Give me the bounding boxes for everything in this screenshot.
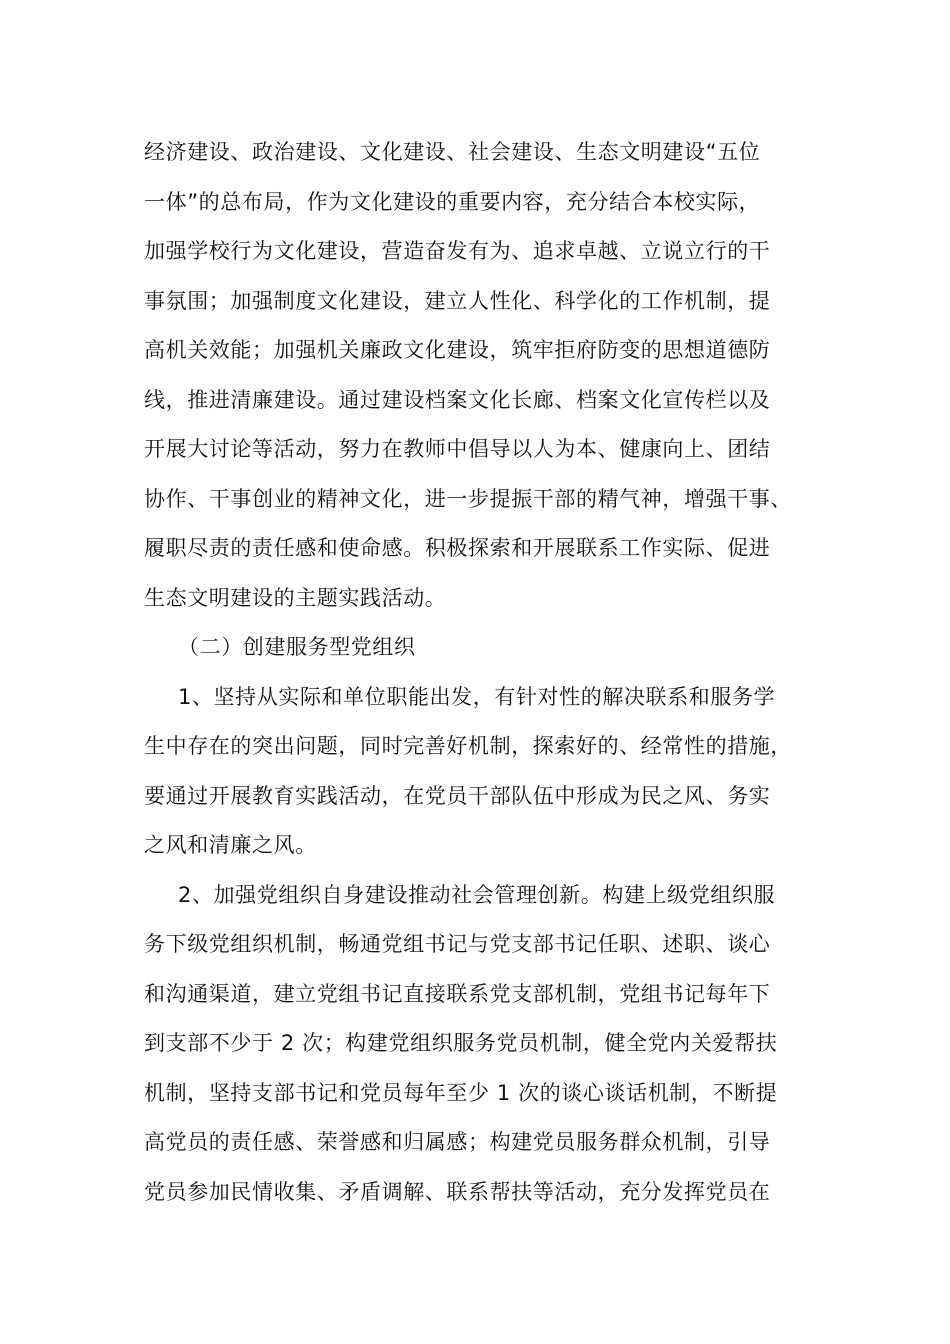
text-line: 务下级党组织机制，畅通党组书记与党支部书记任职、述职、谈心: [144, 932, 771, 956]
text-line: 高机关效能；加强机关廉政文化建设，筑牢拒府防变的思想道德防: [144, 338, 771, 362]
text-line: 经济建设、政治建设、文化建设、社会建设、生态文明建设“五位: [144, 140, 761, 164]
text-line: 生中存在的突出问题，同时完善好机制，探索好的、经常性的措施，: [144, 734, 792, 758]
text-line: 一体”的总布局，作为文化建设的重要内容，充分结合本校实际，: [144, 189, 761, 214]
text-line: 2、加强党组织自身建设推动社会管理创新。构建上级党组织服: [178, 882, 776, 907]
text-line: 到支部不少于 2 次；构建党组织服务党员机制，健全党内关爱帮扶: [144, 1031, 778, 1055]
text-line: 要通过开展教育实践活动，在党员干部队伍中形成为民之风、务实: [144, 783, 771, 808]
text-line: 线，推进清廉建设。通过建设档案文化长廊、档案文化宣传栏以及: [144, 387, 771, 412]
text-line: 机制，坚持支部书记和党员每年至少 1 次的谈心谈话机制，不断提: [144, 1080, 778, 1105]
text-line: 高党员的责任感、荣誉感和归属感；构建党员服务群众机制，引导: [144, 1130, 771, 1154]
text-line: 党员参加民情收集、矛盾调解、联系帮扶等活动，充分发挥党员在: [144, 1179, 771, 1204]
section-heading: （二）创建服务型党组织: [178, 635, 416, 659]
text-line: 和沟通渠道，建立党组书记直接联系党支部机制，党组书记每年下: [144, 981, 771, 1006]
text-line: 履职尽责的责任感和使命感。积极探索和开展联系工作实际、促进: [144, 536, 771, 560]
text-line: 事氛围；加强制度文化建设，建立人性化、科学化的工作机制，提: [144, 288, 771, 313]
text-line: 之风和清廉之风。: [144, 833, 317, 857]
text-line: 协作、干事创业的精神文化，进一步提振干部的精气神，增强干事、: [144, 486, 792, 511]
text-line: 1、坚持从实际和单位职能出发，有针对性的解决联系和服务学: [178, 684, 776, 709]
text-line: 开展大讨论等活动，努力在教师中倡导以人为本、健康向上、团结: [144, 437, 771, 461]
text-line: 加强学校行为文化建设，营造奋发有为、追求卓越、立说立行的干: [144, 239, 771, 263]
text-line: 生态文明建设的主题实践活动。: [144, 585, 447, 610]
document-body: [144, 128, 824, 1217]
